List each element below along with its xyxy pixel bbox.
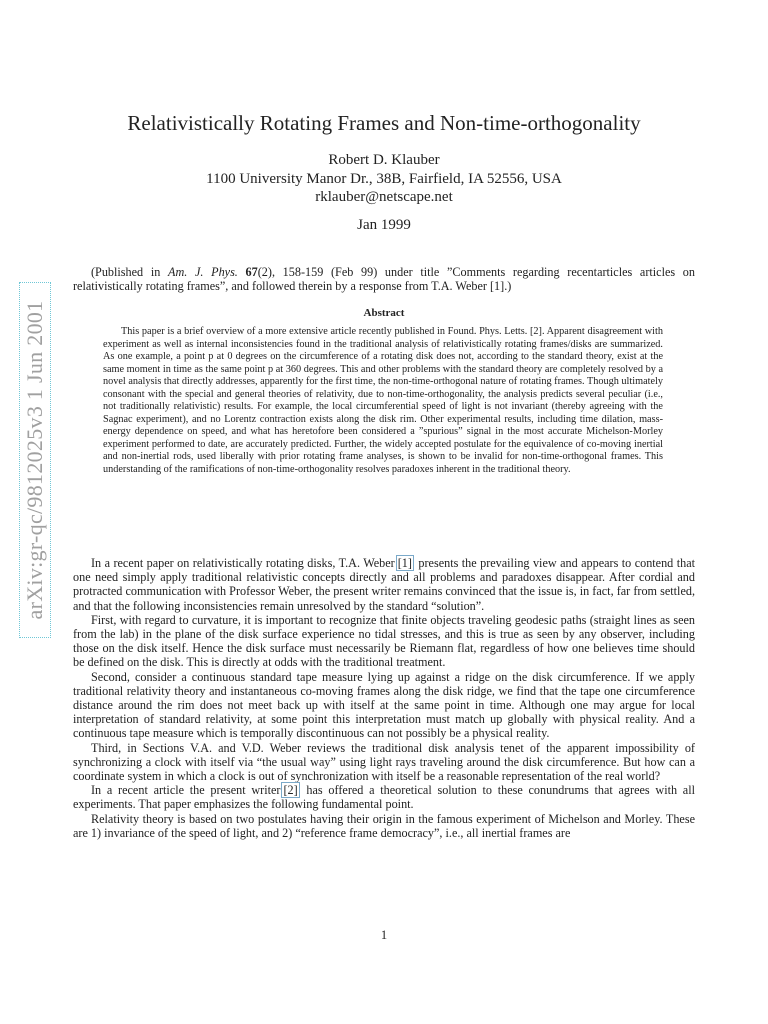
page-number: 1 (380, 928, 388, 942)
body-paragraph: First, with regard to curvature, it is important to recognize that finite objects traveling geodesic paths (straight lines as seen from the lab) in the plane of the disk surface experience no tidal stresses, and this is true as seen by any observer, including those on the disk itself. Hence the disk surface must necessarily be Riemann flat, regardless of how one believes time should be defined on the disk. This is directly at odds with the traditional treatment. (73, 612, 695, 670)
main-body (73, 556, 695, 840)
journal-name: Am. J. Phys. (168, 265, 238, 279)
body-paragraph: In a recent article the present writer [2] has offered a theoretical solution to these conundrums that agrees with all experiments. That paper emphasizes the following fundamental point. (73, 783, 695, 812)
paper-date: Jan 1999 (357, 217, 411, 233)
abstract-heading: Abstract (363, 307, 405, 319)
author-name: Robert D. Klauber (328, 152, 440, 168)
body-paragraph: Second, consider a continuous standard tape measure lying up against a ridge on the disk circumference. If we apply traditional relativity theory and instantaneous co-moving frames along the disk ridge, we find that the tape one circumference distance around the rim does not meet back up with itself at the same point in time. Although one may argue for local interpretation of standard relativity, at some point this interpretation must match up globally with physical reality. And a continuous tape measure which is temporally discontinuous can not possibly be a physical reality. (73, 669, 695, 741)
arxiv-identifier: arXiv:gr-qc/9812025v3 1 Jun 2001 (22, 300, 47, 620)
citation-link[interactable]: [2] (283, 783, 298, 798)
publication-note (73, 265, 695, 293)
body-paragraph: Third, in Sections V.A. and V.D. Weber reviews the traditional disk analysis tenet of the apparent impossibility of synchronizing a clock with itself via “the usual way” using light rays traveling around the disk circumference. But how can a coordinate system in which a clock is out of synchronization with itself be a reasonable representation of the real world? (73, 740, 695, 784)
body-paragraph: Relativity theory is based on two postulates having their origin in the famous experiment of Michelson and Morley. These are 1) invariance of the speed of light, and 2) “reference frame democracy”, i.e., all inertial frames are (73, 811, 695, 840)
publication-note-prefix: (Published in (91, 265, 168, 279)
author-address: 1100 University Manor Dr., 38B, Fairfield, IA 52556, USA (206, 171, 562, 187)
journal-volume: 67 (245, 265, 258, 279)
body-paragraph: In a recent paper on relativistically rotating disks, T.A. Weber [1] presents the prevailing view and appears to contend that one need simply apply traditional relativistic concepts directly and all problems and paradoxes disappear. After cordial and protracted communication with Professor Weber, the present writer remains convinced that the issue is, in fact, far from settled, and that the following inconsistencies remain unresolved by the standard “solution”. (73, 556, 695, 613)
abstract-text: This paper is a brief overview of a more extensive article recently published in Found. Phys. Letts. [2]. Apparent disagreement with experiment as well as internal inconsistencies found in the traditional analysis of relativistically rotating frames/disks are summarized. As one example, a point p at 0 degrees on the circumference of a rotating disk does not, according to the standard theory, exist at the same moment in time as the same point p at 360 degrees. This and other problems with the standard theory are completely resolved by a novel analysis that directly addresses, apparently for the first time, the non-time-orthogonal nature of rotating frames. Though ultimately consonant with the special and general theories of relativity, due to non-time-orthogonality, the analysis predicts several peculiar (i.e., not traditionally relativistic) results. For example, the local circumferential speed of light is not invariant (thereby agreeing with the Sagnac experiment), and no Lorentz contraction exists along the disk rim. Other experimental results, including time dilation, mass-energy dependence on speed, and what has heretofore been considered a ”spurious” signal in the most accurate Michelson-Morley experiment performed to date, are accurately predicted. Further, the widely accepted postulate for the equivalence of co-moving inertial and non-inertial rods, used liberally with prior rotating frame analyses, is shown to be invalid for non-time-orthogonal frames. This understanding of the ramifications of non-time-orthogonality resolves paradoxes inherent in the traditional theory. (103, 326, 663, 476)
arxiv-stamp[interactable] (19, 282, 51, 638)
publication-note-rest: (2), 158-159 (Feb 99) under title ”Comments regarding recentarticles articles on relativistically rotating frames”, and followed therein by a response from T.A. Weber [1].) (73, 265, 695, 294)
author-email[interactable]: rklauber@netscape.net (315, 189, 453, 205)
abstract-body (103, 326, 663, 477)
citation-link[interactable]: [1] (397, 556, 412, 570)
paper-title: Relativistically Rotating Frames and Non-time-orthogonality (127, 111, 641, 135)
